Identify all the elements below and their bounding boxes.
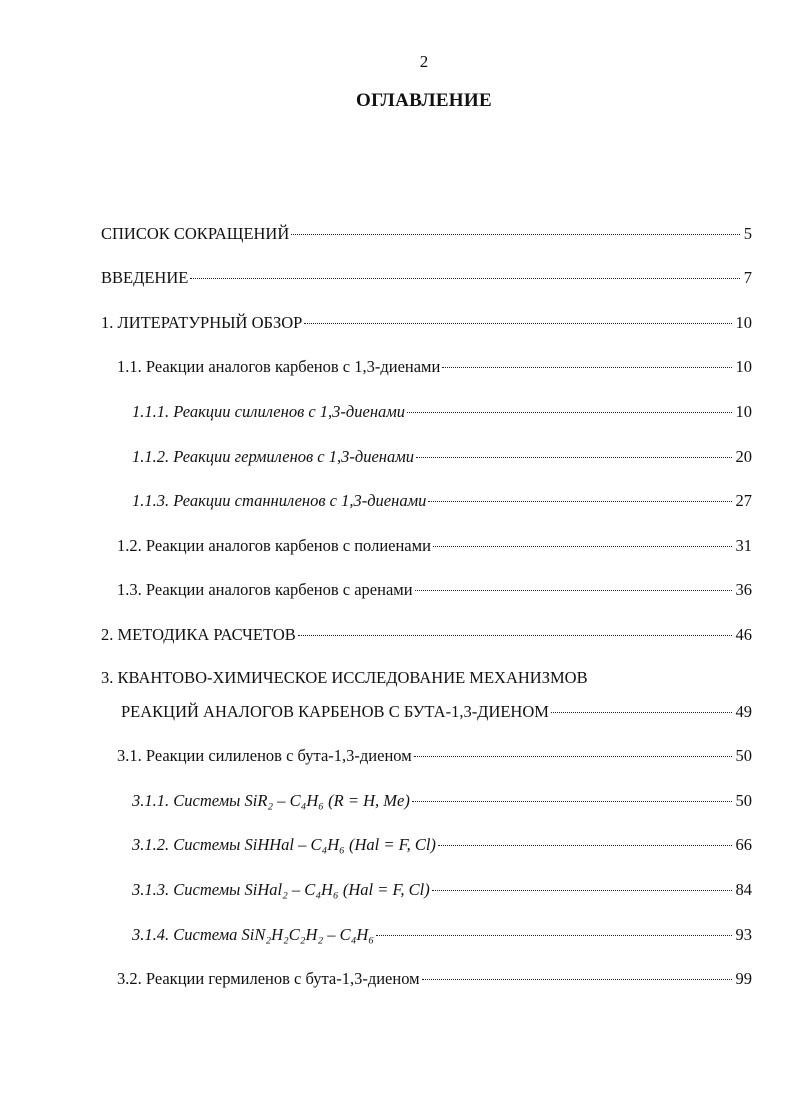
toc-entry-page: 10 xyxy=(735,313,752,332)
toc-entry-page: 31 xyxy=(735,536,752,555)
toc-entry-page: 49 xyxy=(735,702,752,721)
toc-entry-1-1[interactable] xyxy=(117,357,752,377)
toc-entry-label: 3.1. Реакции силиленов с бута-1,3-диеном xyxy=(117,746,412,765)
toc-entry-page: 66 xyxy=(735,835,752,854)
toc-entry-page: 93 xyxy=(735,925,752,944)
toc-entry-3-1[interactable] xyxy=(117,746,752,766)
leader-dots xyxy=(438,845,732,846)
toc-entry-1-1-3[interactable] xyxy=(132,491,752,511)
leader-dots xyxy=(433,546,732,547)
toc-entry-1-1-2[interactable] xyxy=(132,447,752,467)
leader-dots xyxy=(304,323,731,324)
leader-dots xyxy=(376,935,731,936)
toc-entry-label: 3.2. Реакции гермиленов с бута-1,3-диеном xyxy=(117,969,420,988)
toc-entry-page: 27 xyxy=(735,491,752,510)
toc-entry-label: 1.3. Реакции аналогов карбенов с аренами xyxy=(117,580,413,599)
toc-entry-3-1-3[interactable] xyxy=(132,880,752,900)
toc-entry-3-1-2[interactable] xyxy=(132,835,752,855)
toc-entry-chapter-3[interactable] xyxy=(121,702,752,722)
toc-entry-page: 20 xyxy=(735,447,752,466)
toc-entry-page: 7 xyxy=(743,268,752,287)
leader-dots xyxy=(412,801,732,802)
toc-entry-chapter-2[interactable] xyxy=(101,625,752,645)
toc-entry-3-1-1[interactable] xyxy=(132,791,752,811)
page-number: 2 xyxy=(419,52,429,71)
leader-dots xyxy=(416,457,731,458)
toc-entry-label: 3.1.4. Система SiN₂H₂C₂H₂ – C₄H₆ xyxy=(132,925,375,944)
leader-dots xyxy=(291,234,739,235)
toc-entry-label: 1.1. Реакции аналогов карбенов с 1,3-диенами xyxy=(117,357,441,376)
toc-entry-chapter-3-line1[interactable]: 3. КВАНТОВО-ХИМИЧЕСКОЕ ИССЛЕДОВАНИЕ МЕХАНИЗМОВ xyxy=(101,668,588,687)
toc-entry-page: 84 xyxy=(735,880,752,899)
toc-entry-3-1-4[interactable] xyxy=(132,925,752,945)
toc-entry-1-3[interactable] xyxy=(117,580,752,600)
toc-entry-1-1-1[interactable] xyxy=(132,402,752,422)
leader-dots xyxy=(407,412,731,413)
toc-entry-page: 50 xyxy=(735,791,752,810)
toc-entry-label: 1.2. Реакции аналогов карбенов с полиенами xyxy=(117,536,431,555)
leader-dots xyxy=(551,712,732,713)
toc-entry-label: ВВЕДЕНИЕ xyxy=(101,268,189,287)
toc-entry-label: 1.1.2. Реакции гермиленов с 1,3-диенами xyxy=(132,447,415,466)
leader-dots xyxy=(422,979,732,980)
leader-dots xyxy=(442,367,731,368)
toc-entry-label: 3.1.3. Системы SiHal₂ – C₄H₆ (Hal = F, Cl) xyxy=(132,880,430,899)
leader-dots xyxy=(432,890,732,891)
leader-dots xyxy=(298,635,732,636)
toc-entry-label: 1.1.1. Реакции силиленов с 1,3-диенами xyxy=(132,402,406,421)
toc-entry-label: СПИСОК СОКРАЩЕНИЙ xyxy=(101,224,290,243)
toc-entry-page: 99 xyxy=(735,969,752,988)
toc-entry-chapter-1[interactable] xyxy=(101,313,752,333)
toc-entry-page: 36 xyxy=(735,580,752,599)
leader-dots xyxy=(415,590,732,591)
toc-entry-label: РЕАКЦИЙ АНАЛОГОВ КАРБЕНОВ С БУТА-1,3-ДИЕНОМ xyxy=(121,702,549,721)
toc-entry-label: 1.1.3. Реакции станниленов с 1,3-диенами xyxy=(132,491,427,510)
toc-entry-page: 5 xyxy=(743,224,752,243)
toc-entry-abbreviations[interactable] xyxy=(101,224,752,244)
toc-entry-page: 10 xyxy=(735,357,752,376)
toc-entry-label: 3.1.1. Системы SiR₂ – C₄H₆ (R = H, Me) xyxy=(132,791,410,810)
leader-dots xyxy=(190,278,739,279)
toc-entry-page: 46 xyxy=(735,625,752,644)
toc-entry-page: 10 xyxy=(735,402,752,421)
page-title: ОГЛАВЛЕНИЕ xyxy=(356,90,492,111)
toc-entry-1-2[interactable] xyxy=(117,536,752,556)
toc-entry-page: 50 xyxy=(735,746,752,765)
toc-entry-label: 3.1.2. Системы SiHHal – C₄H₆ (Hal = F, Cl) xyxy=(132,835,436,854)
leader-dots xyxy=(414,756,732,757)
toc-entry-label: 2. МЕТОДИКА РАСЧЕТОВ xyxy=(101,625,296,644)
toc-entry-introduction[interactable] xyxy=(101,268,752,288)
toc-entry-3-2[interactable] xyxy=(117,969,752,989)
leader-dots xyxy=(428,501,731,502)
toc-entry-label: 1. ЛИТЕРАТУРНЫЙ ОБЗОР xyxy=(101,313,303,332)
